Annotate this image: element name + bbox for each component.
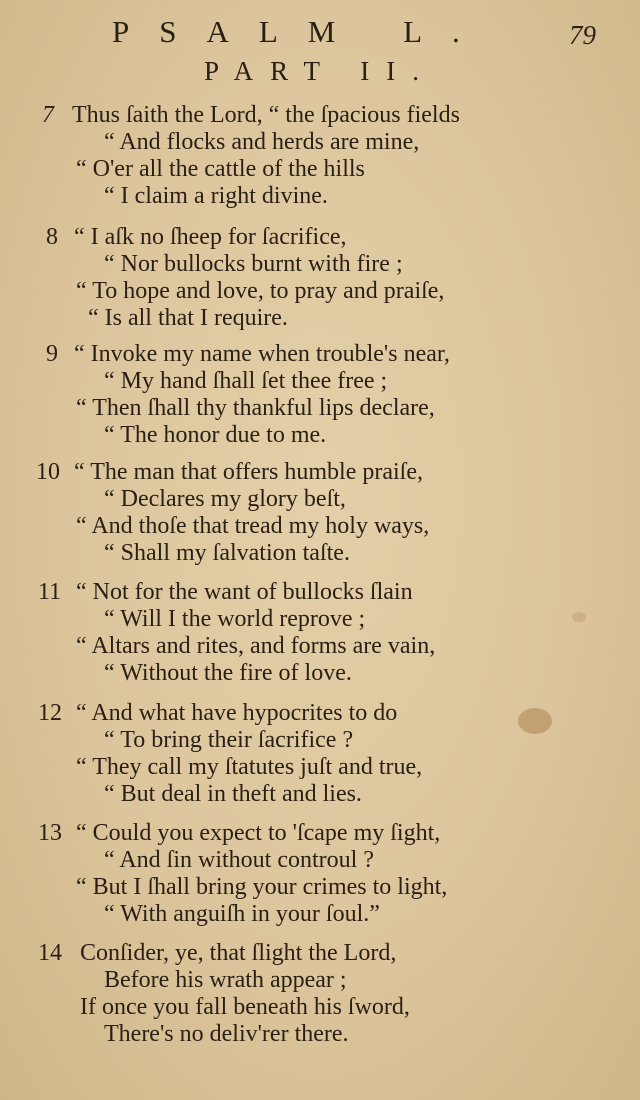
verse-line: Thus ſaith the Lord, “ the ſpacious fields	[72, 102, 460, 128]
verse-line: “ Without the fire of love.	[104, 660, 352, 686]
verse-line: Before his wrath appear ;	[104, 967, 347, 993]
paper-stain	[518, 708, 552, 734]
verse-line: “ To hope and love, to pray and praiſe,	[76, 278, 445, 304]
verse-line: “ To bring their ſacrifice ?	[104, 727, 354, 753]
verse-line: “ The honor due to me.	[104, 422, 327, 448]
verse-line: There's no deliv'rer there.	[104, 1021, 349, 1047]
verse-line: “ Shall my ſalvation taſte.	[104, 540, 350, 566]
verse-number: 7	[42, 102, 54, 128]
verse-line: “ Altars and rites, and forms are vain,	[76, 633, 436, 659]
page-header	[0, 14, 640, 50]
verse-line: “ The man that offers humble praiſe,	[74, 459, 423, 485]
verse-line: Conſider, ye, that ſlight the Lord,	[80, 940, 397, 966]
verse-line: “ Nor bullocks burnt with fire ;	[104, 251, 403, 277]
part-title: PART II.	[204, 56, 436, 86]
verse-line: “ And flocks and herds are mine,	[104, 129, 420, 155]
verse-line: “ I claim a right divine.	[104, 183, 328, 209]
verse-line: “ Invoke my name when trouble's near,	[74, 341, 450, 367]
verse-number: 12	[38, 700, 62, 726]
verse-line: “ Then ſhall thy thankful lips declare,	[76, 395, 435, 421]
verse-line: “ My hand ſhall ſet thee free ;	[104, 368, 388, 394]
verse-line: “ Is all that I require.	[88, 305, 288, 331]
verse-number: 14	[38, 940, 62, 966]
paper-stain	[572, 612, 586, 622]
verse-line: “ I aſk no ſheep for ſacrifice,	[74, 224, 347, 250]
verse-line: “ And ſin without controul ?	[104, 847, 374, 873]
verse-number: 10	[36, 459, 60, 485]
verse-line: “ They call my ſtatutes juſt and true,	[76, 754, 423, 780]
page-number: 79	[569, 20, 596, 50]
verse-line: “ O'er all the cattle of the hills	[76, 156, 365, 182]
verse-number: 9	[46, 341, 58, 367]
verse-number: 11	[38, 579, 62, 605]
verse-line: “ With anguiſh in your ſoul.”	[104, 901, 380, 927]
verse-line: “ And what have hypocrites to do	[76, 700, 398, 726]
verse-line: “ Will I the world reprove ;	[104, 606, 366, 632]
verse-line: “ Declares my glory beſt,	[104, 486, 346, 512]
verse-line: If once you fall beneath his ſword,	[80, 994, 410, 1020]
verse-line: “ Not for the want of bullocks ſlain	[76, 579, 413, 605]
verse-line: “ And thoſe that tread my holy ways,	[76, 513, 430, 539]
verse-line: “ But I ſhall bring your crimes to light,	[76, 874, 448, 900]
verse-line: “ But deal in theft and lies.	[104, 781, 362, 807]
verse-line: “ Could you expect to 'ſcape my ſight,	[76, 820, 441, 846]
verse-number: 13	[38, 820, 62, 846]
running-title: PSALM L.	[112, 14, 490, 49]
verse-number: 8	[46, 224, 58, 250]
